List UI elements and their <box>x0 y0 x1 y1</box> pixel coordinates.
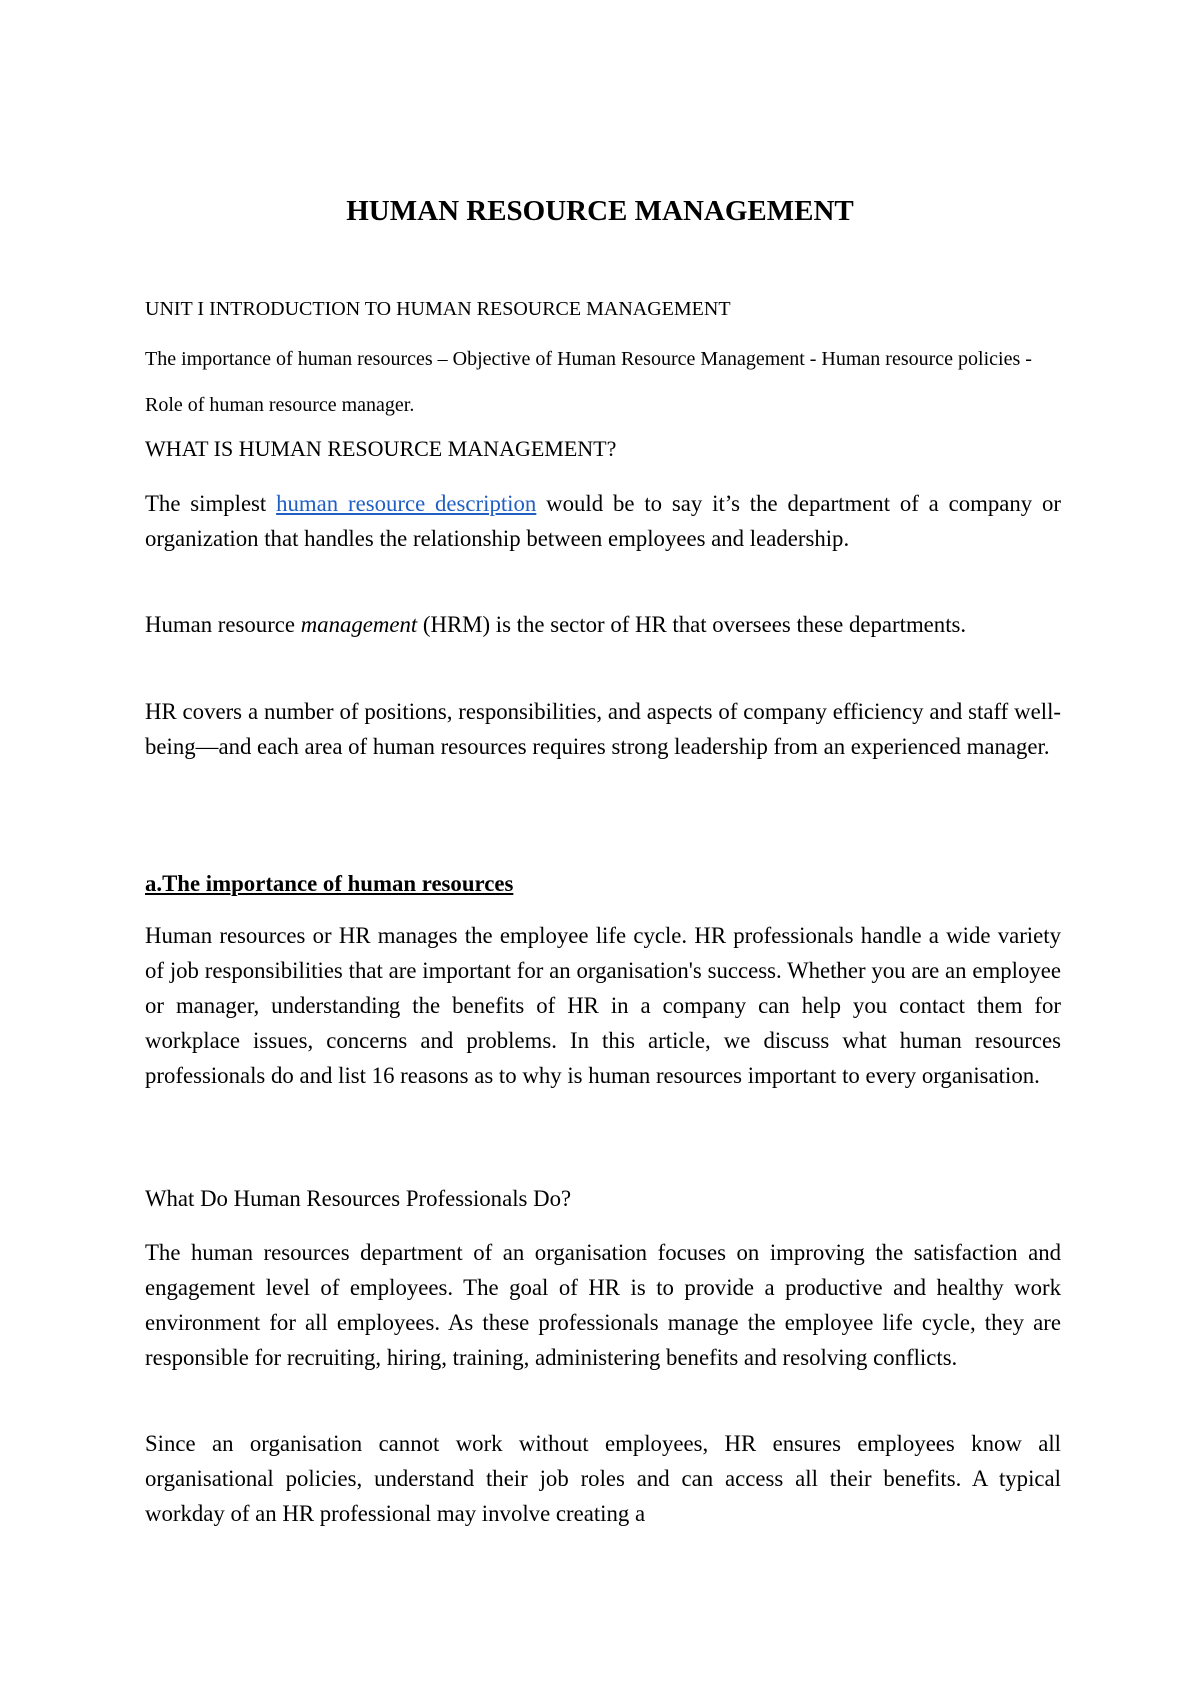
paragraph-text: Human resource <box>145 612 301 637</box>
paragraph-hrm-definition <box>145 607 1061 642</box>
syllabus-text: The importance of human resources – Objective of Human Resource Management - Human resource policies - Role of human resource manager. <box>145 348 1032 416</box>
what-do-professionals-heading: What Do Human Resources Professionals Do? <box>145 1186 572 1211</box>
paragraph-hr-description <box>145 486 1061 556</box>
italic-term: management <box>300 612 418 637</box>
hr-description-link[interactable]: human resource description <box>276 491 537 516</box>
what-is-hrm-heading: WHAT IS HUMAN RESOURCE MANAGEMENT? <box>145 436 617 461</box>
paragraph-text: The simplest <box>145 491 277 516</box>
paragraph-importance: Human resources or HR manages the employee life cycle. HR professionals handle a wide variety of job responsibilities that are important for an organisation's success. Whether you are an employee or manager, understanding the benefits of HR in a company can help you contact them for workplace issues, concerns and problems. In this article, we discuss what human resources professionals do and list 16 reasons as to why is human resources important to every organisation. <box>145 923 1061 1088</box>
unit-heading: UNIT I INTRODUCTION TO HUMAN RESOURCE MANAGEMENT <box>145 298 731 320</box>
section-heading-importance: a.The importance of human resources <box>145 871 514 896</box>
paragraph-text: (HRM) is the sector of HR that oversees these departments. <box>417 612 967 637</box>
paragraph-hr-department: The human resources department of an organisation focuses on improving the satisfaction and engagement level of employees. The goal of HR is to provide a productive and healthy work environment for all employees. As these professionals manage the employee life cycle, they are responsible for recruiting, hiring, training, administering benefits and resolving conflicts. <box>145 1240 1061 1370</box>
document-title: HUMAN RESOURCE MANAGEMENT <box>346 195 854 227</box>
paragraph-hr-coverage: HR covers a number of positions, responsibilities, and aspects of company efficiency and staff well-being—and each area of human resources requires strong leadership from an experienced manager. <box>145 699 1061 759</box>
paragraph-text: would be to say it’s the department of a company or organization that handles the relationship between employees and leadership. <box>145 491 1062 551</box>
paragraph-hr-ensures: Since an organisation cannot work without employees, HR ensures employees know all organisational policies, understand their job roles and can access all their benefits. A typical workday of an HR professional may involve creating a <box>145 1431 1061 1526</box>
